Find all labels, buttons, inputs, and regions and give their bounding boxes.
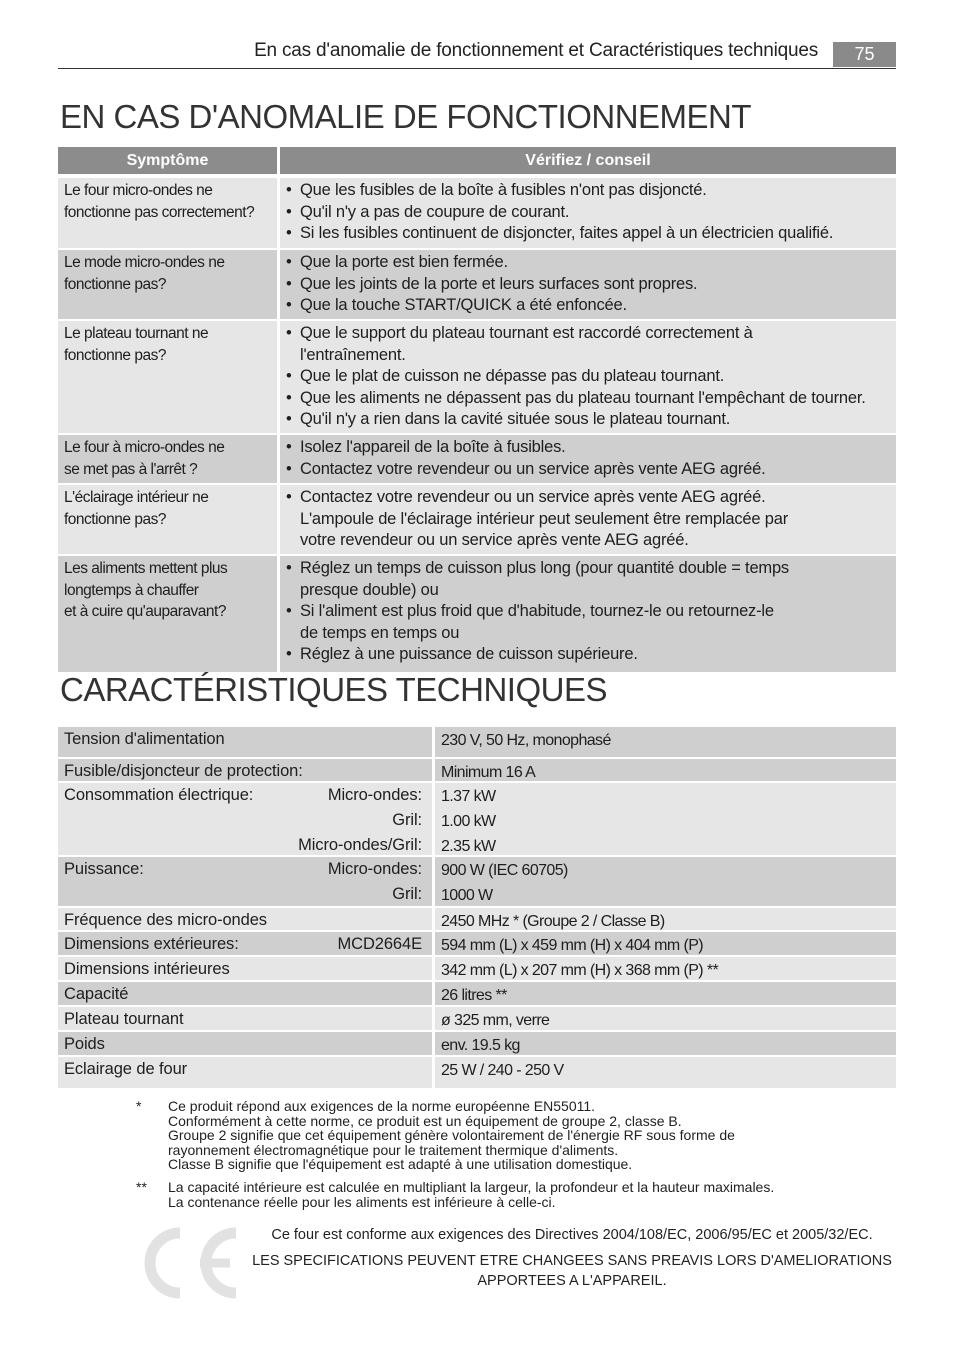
advice-item xyxy=(286,180,896,202)
column-header-symptom: Symptôme xyxy=(58,147,277,174)
spec-value: Minimum 16 A xyxy=(441,764,536,781)
spec-row xyxy=(58,932,896,955)
advice-item xyxy=(286,601,896,644)
section-title-specifications: CARACTÉRISTIQUES TECHNIQUES xyxy=(60,671,607,708)
notice-line-2: APPORTEES A L'APPAREIL. xyxy=(477,1273,667,1289)
troubleshooting-row xyxy=(58,250,896,319)
footnote-text: Groupe 2 signifie que cet équipement génère volontairement de l'énergie RF sous forme de xyxy=(168,1127,735,1143)
footnote-text: rayonnement électromagnétique pour le traitement thermique d'aliments. xyxy=(168,1141,619,1158)
symptom-cell xyxy=(58,435,277,483)
spec-label: Poids xyxy=(64,1035,105,1053)
spec-row xyxy=(58,908,896,930)
symptom-text: L'éclairage intérieur ne xyxy=(64,489,209,506)
advice-item xyxy=(286,409,896,431)
advice-text: • Isolez l'appareil de la boîte à fusibles. xyxy=(300,438,566,456)
footnote-marker: ** xyxy=(136,1179,147,1195)
symptom-cell xyxy=(58,321,277,433)
advice-list xyxy=(286,437,896,480)
advice-note: L'ampoule de l'éclairage intérieur peut seulement être remplacée par xyxy=(300,509,788,528)
spec-label: Fusible/disjoncteur de protection: xyxy=(64,762,303,780)
spec-label: Plateau tournant xyxy=(64,1010,184,1028)
advice-text: • Que les joints de la porte et leurs surfaces sont propres. xyxy=(300,274,698,293)
troubleshooting-row xyxy=(58,435,896,483)
troubleshooting-row xyxy=(58,485,896,554)
spec-row xyxy=(58,1007,896,1030)
spec-row xyxy=(58,759,896,781)
spec-value-cell xyxy=(435,957,896,980)
spec-row xyxy=(58,957,896,980)
advice-text: • Que les aliments ne dépassent pas du plateau tournant l'empêchant de tourner. xyxy=(300,388,866,407)
footnote-text: Conformément à cette norme, ce produit est un équipement de groupe 2, classe B. xyxy=(168,1112,682,1129)
footnote-text: Classe B signifie que l'équipement est adapté à une utilisation domestique. xyxy=(168,1156,633,1172)
footnote-text: La capacité intérieure est calculée en multipliant la largeur, la profondeur et la hauteur maximales. xyxy=(168,1179,775,1195)
advice-text: l'entraînement. xyxy=(300,345,406,364)
advice-item xyxy=(286,223,896,245)
symptom-text: fonctionne pas? xyxy=(64,275,166,293)
spec-label-cell xyxy=(58,783,432,855)
symptom-text: et à cuire qu'auparavant? xyxy=(64,603,226,620)
specifications-table xyxy=(58,727,896,1089)
advice-item xyxy=(286,459,896,481)
spec-value: env. 19.5 kg xyxy=(441,1037,520,1054)
advice-item xyxy=(286,274,896,296)
spec-label: Eclairage de four xyxy=(64,1060,188,1078)
spec-value-cell xyxy=(435,783,896,855)
spec-label-cell xyxy=(58,957,432,980)
symptom-cell xyxy=(58,556,277,672)
spec-value-cell xyxy=(435,908,896,930)
advice-text: • Si l'aliment est plus froid que d'habitude, tournez-le ou retournez-le xyxy=(300,602,774,620)
spec-label-cell xyxy=(58,727,432,757)
spec-value: 26 litres ** xyxy=(441,987,507,1004)
spec-value-cell xyxy=(435,857,896,906)
advice-text: • Que le plat de cuisson ne dépasse pas du plateau tournant. xyxy=(300,367,725,385)
footnote-marker: * xyxy=(136,1098,142,1114)
spec-value: 25 W / 240 - 250 V xyxy=(441,1062,564,1079)
spec-value: 230 V, 50 Hz, monophasé xyxy=(441,732,611,749)
advice-item xyxy=(286,487,896,509)
symptom-cell xyxy=(58,485,277,554)
advice-list xyxy=(286,558,896,666)
troubleshooting-table xyxy=(58,147,896,672)
symptom-text: longtemps à chauffer xyxy=(64,581,199,599)
advice-text: • Contactez votre revendeur ou un service après vente AEG agréé. xyxy=(300,459,766,478)
section-title-troubleshooting: EN CAS D'ANOMALIE DE FONCTIONNEMENT xyxy=(60,98,752,135)
symptom-text: Le plateau tournant ne xyxy=(64,325,209,342)
spec-value: ø 325 mm, verre xyxy=(441,1012,550,1029)
spec-label-cell xyxy=(58,982,432,1005)
advice-text: • Que les fusibles de la boîte à fusibles n'ont pas disjoncté. xyxy=(300,181,707,199)
advice-text: • Contactez votre revendeur ou un service après vente AEG agréé. xyxy=(300,488,766,506)
advice-item xyxy=(286,437,896,459)
spec-row xyxy=(58,783,896,855)
spec-value: 342 mm (L) x 207 mm (H) x 368 mm (P) ** xyxy=(441,962,719,979)
header-divider xyxy=(58,68,896,69)
ce-mark-icon xyxy=(138,1225,242,1301)
spec-label-cell xyxy=(58,759,432,781)
conformity-statement: Ce four est conforme aux exigences des Directives 2004/108/EC, 2006/95/EC et 2005/32/EC. xyxy=(271,1227,873,1243)
column-header-advice: Vérifiez / conseil xyxy=(280,147,896,174)
advice-text: • Que la porte est bien fermée. xyxy=(300,253,508,271)
spec-value-cell xyxy=(435,1007,896,1030)
spec-label-cell xyxy=(58,857,432,906)
troubleshooting-row xyxy=(58,178,896,248)
spec-sublabel: Micro-ondes/Gril: xyxy=(298,836,422,854)
advice-item xyxy=(286,366,896,388)
spec-row xyxy=(58,857,896,906)
spec-row xyxy=(58,1032,896,1055)
troubleshooting-row xyxy=(58,556,896,672)
spec-value: 900 W (IEC 60705) xyxy=(441,862,568,879)
advice-cell xyxy=(280,435,896,483)
advice-list xyxy=(286,180,896,245)
advice-text: • Qu'il n'y a rien dans la cavité située sous le plateau tournant. xyxy=(300,410,731,428)
symptom-text: Le four à micro-ondes ne xyxy=(64,439,225,456)
spec-label: Consommation électrique: xyxy=(64,786,254,804)
spec-label: Dimensions intérieures xyxy=(64,960,230,978)
symptom-text: se met pas à l'arrêt ? xyxy=(64,460,198,478)
symptom-cell xyxy=(58,178,277,248)
advice-cell xyxy=(280,250,896,319)
symptom-text: fonctionne pas correctement? xyxy=(64,203,255,221)
advice-cell xyxy=(280,485,896,554)
spec-label: Capacité xyxy=(64,985,129,1003)
advice-item xyxy=(286,202,896,224)
spec-label-cell xyxy=(58,932,432,955)
advice-cell xyxy=(280,178,896,248)
troubleshooting-row xyxy=(58,321,896,433)
spec-sublabel: Gril: xyxy=(392,885,422,903)
advice-item xyxy=(286,388,896,410)
advice-text: • Que le support du plateau tournant est raccordé correctement à xyxy=(300,324,753,342)
notice-line-1: LES SPECIFICATIONS PEUVENT ETRE CHANGEES SANS PREAVIS LORS D'AMELIORATIONS xyxy=(252,1253,892,1269)
footnote-text: Ce produit répond aux exigences de la norme européenne EN55011. xyxy=(168,1098,596,1114)
advice-text: • Si les fusibles continuent de disjoncter, faites appel à un électricien qualifié. xyxy=(300,224,834,242)
spec-label: Fréquence des micro-ondes xyxy=(64,911,267,929)
symptom-text: Le four micro-ondes ne xyxy=(64,182,213,199)
spec-value-cell xyxy=(435,932,896,955)
advice-text: • Qu'il n'y a pas de coupure de courant. xyxy=(300,202,570,221)
advice-text: de temps en temps ou xyxy=(300,623,460,642)
spec-value: 1.00 kW xyxy=(441,813,496,830)
spec-value-cell xyxy=(435,759,896,781)
spec-label: Tension d'alimentation xyxy=(64,730,225,748)
spec-row xyxy=(58,727,896,757)
spec-value-cell xyxy=(435,727,896,757)
spec-label: Puissance: xyxy=(64,860,144,878)
spec-value-cell xyxy=(435,982,896,1005)
spec-sublabel: MCD2664E xyxy=(337,935,422,953)
symptom-text: fonctionne pas? xyxy=(64,510,166,528)
symptom-cell xyxy=(58,250,277,319)
spec-value: 2.35 kW xyxy=(441,838,496,855)
advice-item xyxy=(286,323,896,366)
spec-value: 1000 W xyxy=(441,887,493,904)
advice-cell xyxy=(280,556,896,672)
spec-label-cell xyxy=(58,908,432,930)
symptom-text: fonctionne pas? xyxy=(64,346,166,364)
advice-note: votre revendeur ou un service après vente AEG agréé. xyxy=(300,531,689,549)
advice-text: • Réglez un temps de cuisson plus long (pour quantité double = temps xyxy=(300,559,789,577)
advice-item xyxy=(286,252,896,274)
spec-label-cell xyxy=(58,1032,432,1055)
spec-label: Dimensions extérieures: xyxy=(64,935,239,953)
spec-label-cell xyxy=(58,1057,432,1088)
advice-item xyxy=(286,644,896,666)
spec-sublabel: Gril: xyxy=(392,811,422,829)
spec-row xyxy=(58,1057,896,1088)
running-header: En cas d'anomalie de fonctionnement et Caractéristiques techniques xyxy=(254,40,818,61)
spec-sublabel: Micro-ondes: xyxy=(327,860,422,878)
advice-text: • Que la touche START/QUICK a été enfoncée. xyxy=(300,296,627,314)
spec-label-cell xyxy=(58,1007,432,1030)
spec-sublabel: Micro-ondes: xyxy=(327,786,422,804)
symptom-text: Le mode micro-ondes ne xyxy=(64,254,225,271)
footnote-text: La contenance réelle pour les aliments est inférieure à celle-ci. xyxy=(168,1193,556,1210)
advice-list xyxy=(286,323,896,431)
spec-value: 1.37 kW xyxy=(441,788,496,805)
spec-value-cell xyxy=(435,1057,896,1088)
symptom-text: Les aliments mettent plus xyxy=(64,560,228,577)
spec-value-cell xyxy=(435,1032,896,1055)
advice-item xyxy=(286,558,896,601)
advice-list xyxy=(286,252,896,317)
advice-item xyxy=(286,295,896,317)
spec-row xyxy=(58,982,896,1005)
advice-text: • Réglez à une puissance de cuisson supérieure. xyxy=(300,645,638,663)
advice-list xyxy=(286,487,896,509)
spec-value: 594 mm (L) x 459 mm (H) x 404 mm (P) xyxy=(441,937,704,954)
spec-value: 2450 MHz * (Groupe 2 / Classe B) xyxy=(441,913,665,930)
advice-text: presque double) ou xyxy=(300,580,439,599)
page-number: 75 xyxy=(833,42,896,67)
advice-cell xyxy=(280,321,896,433)
